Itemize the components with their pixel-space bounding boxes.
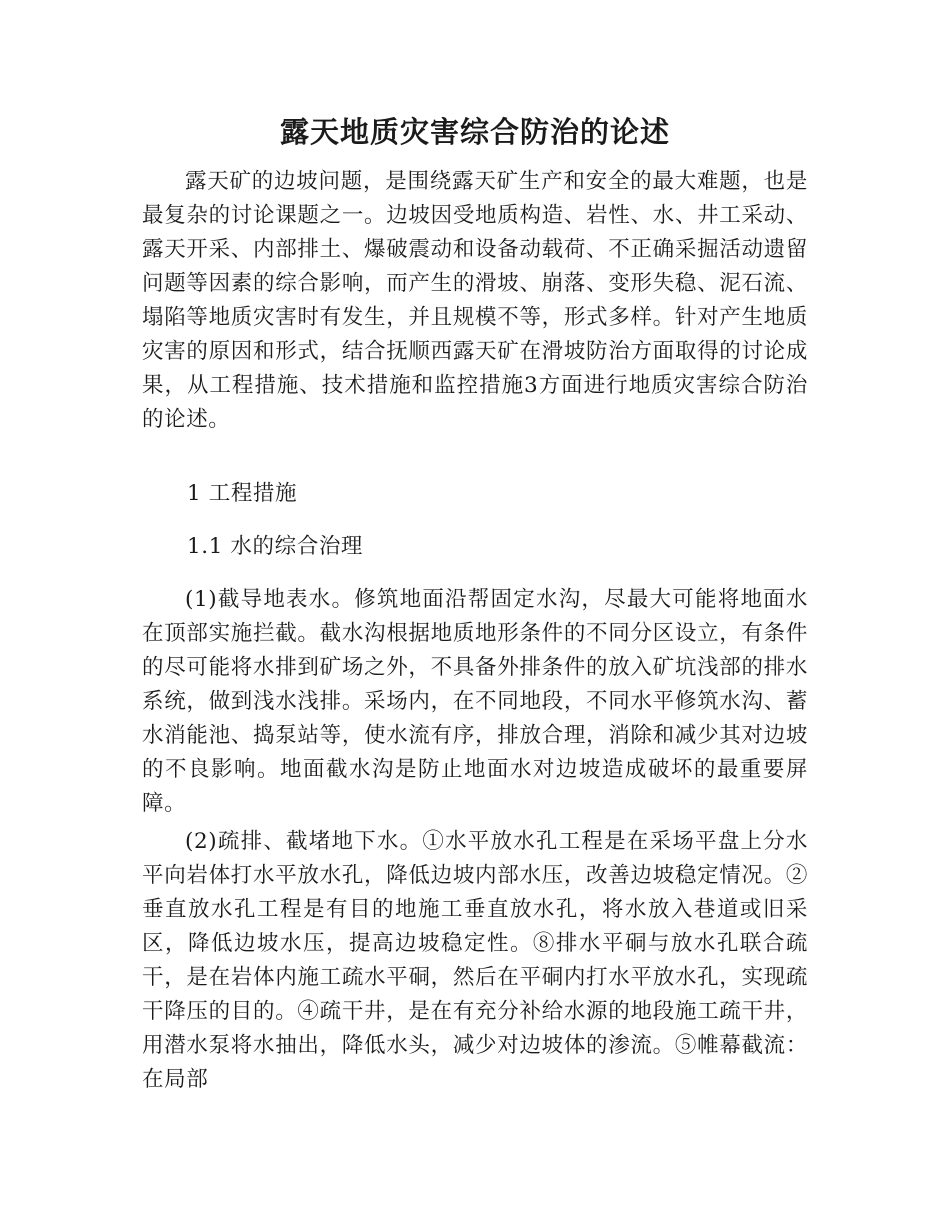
paragraph-groundwater: (2)疏排、截堵地下水。①水平放水孔工程是在采场平盘上分水平向岩体打水平放水孔，降低边坡内部水压，改善边坡稳定情况。②垂直放水孔工程是有目的地施工垂直放水孔，将水放入巷道或旧采区，降低边坡水压，提高边坡稳定性。⑧排水平硐与放水孔联合疏干，是在岩体内施工疏水平硐，然后在平硐内打水平放水孔，实现疏干降压的目的。④疏干井，是在有充分补给水源的地段施工疏干井，用潜水泵将水抽出，降低水头，减少对边坡体的渗流。⑤帷幕截流：在局部 [142,829,808,1092]
intro-paragraph: 露天矿的边坡问题，是围绕露天矿生产和安全的最大难题，也是最复杂的讨论课题之一。边坡因受地质构造、岩性、水、井工采动、露天开采、内部排土、爆破震动和设备动载荷、不正确采掘活动遗留问题等因素的综合影响，而产生的滑坡、崩落、变形失稳、泥石流、塌陷等地质灾害时有发生，并且规模不等，形式多样。针对产生地质灾害的原因和形式，结合抚顺西露天矿在滑坡防治方面取得的讨论成果，从工程措施、技术措施和监控措施3方面进行地质灾害综合防治的论述。 [142,169,808,432]
document-title: 露天地质灾害综合防治的论述 [279,115,670,149]
paragraph-surface-water: (1)截导地表水。修筑地面沿帮固定水沟，尽最大可能将地面水在顶部实施拦截。截水沟根据地质地形条件的不同分区设立，有条件的尽可能将水排到矿场之外，不具备外排条件的放入矿坑浅部的排水系统，做到浅水浅排。采场内，在不同地段，不同水平修筑水沟、蓄水消能池、捣泵站等，使水流有序，排放合理，消除和减少其对边坡的不良影响。地面截水沟是防止地面水对边坡造成破坏的最重要屏障。 [142,587,808,816]
section-heading-engineering-measures: 1 工程措施 [187,481,298,506]
subsection-heading-water-treatment: 1.1 水的综合治理 [187,534,364,559]
